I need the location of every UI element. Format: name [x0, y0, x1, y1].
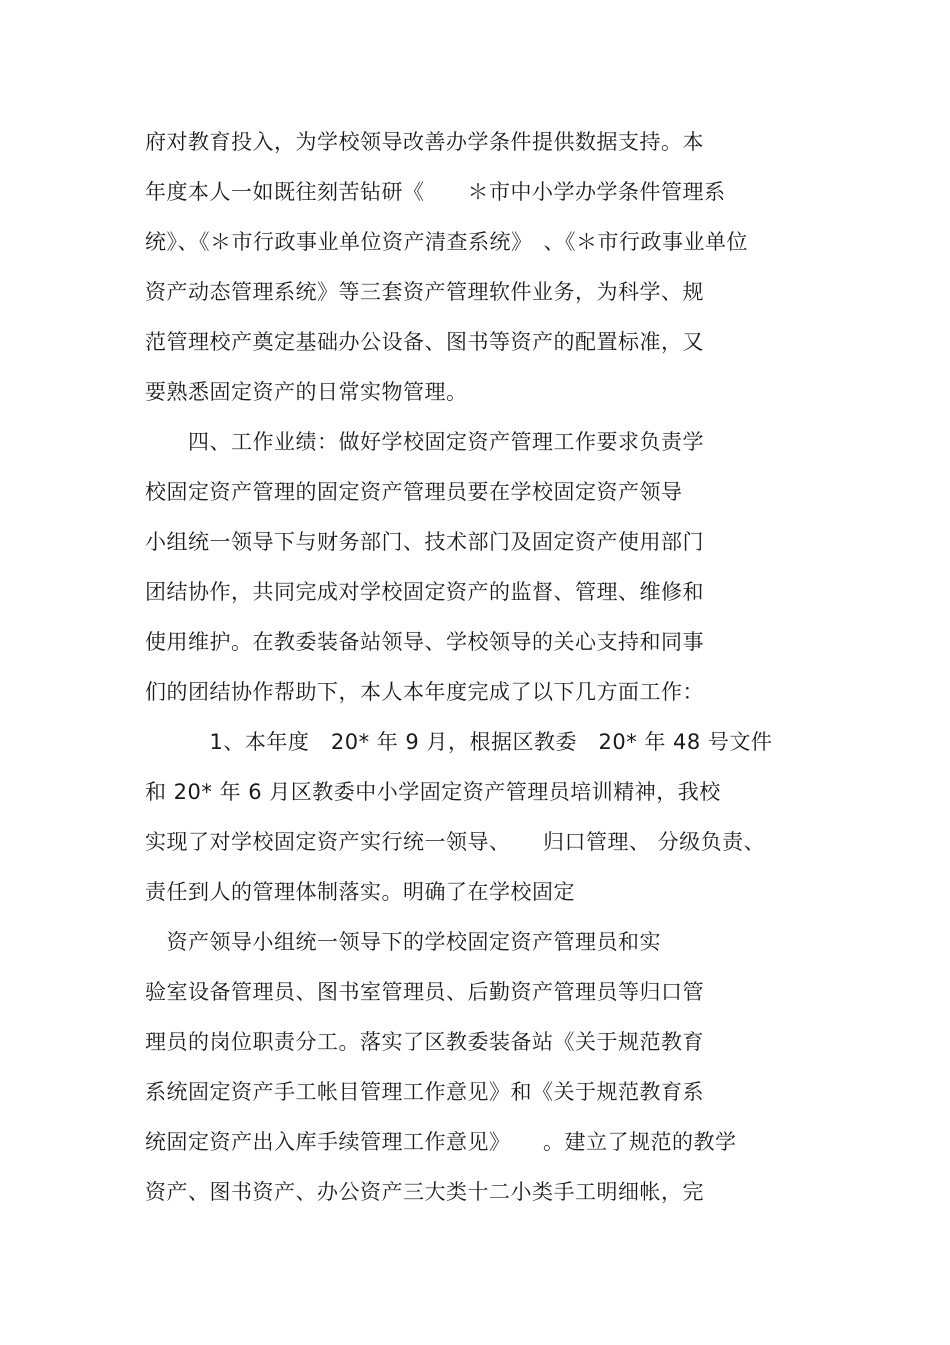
text-line-5: 范管理校产奠定基础办公设备、图书等资产的配置标准，又: [145, 330, 704, 354]
text-line-22: 资产、图书资产、办公资产三大类十二小类手工明细帐，完: [145, 1180, 704, 1204]
text-line-9: 小组统一领导下与财务部门、技术部门及固定资产使用部门: [145, 530, 704, 554]
text-line-6: 要熟悉固定资产的日常实物管理。: [145, 380, 468, 404]
text-line-20: 系统固定资产手工帐目管理工作意见》和《关于规范教育系: [145, 1080, 704, 1104]
text-line-1: 府对教育投入，为学校领导改善办学条件提供数据支持。本: [145, 130, 704, 154]
text-line-18: 验室设备管理员、图书室管理员、后勤资产管理员等归口管: [145, 980, 704, 1004]
text-line-4: 资产动态管理系统》等三套资产管理软件业务，为科学、规: [145, 280, 704, 304]
text-line-10: 团结协作，共同完成对学校固定资产的监督、管理、维修和: [145, 580, 704, 604]
text-line-7: 四、工作业绩：做好学校固定资产管理工作要求负责学: [145, 430, 704, 454]
text-line-21: 统固定资产出入库手续管理工作意见》 。建立了规范的教学: [145, 1130, 737, 1154]
text-line-11: 使用维护。在教委装备站领导、学校领导的关心支持和同事: [145, 630, 704, 654]
text-line-16: 责任到人的管理体制落实。明确了在学校固定: [145, 880, 575, 904]
text-line-12: 们的团结协作帮助下，本人本年度完成了以下几方面工作：: [145, 680, 704, 704]
text-line-14: 和 20* 年 6 月区教委中小学固定资产管理员培训精神，我校: [145, 780, 721, 804]
text-line-17: 资产领导小组统一领导下的学校固定资产管理员和实: [145, 930, 661, 954]
text-line-19: 理员的岗位职责分工。落实了区教委装备站《关于规范教育: [145, 1030, 704, 1054]
text-line-15: 实现了对学校固定资产实行统一领导、 归口管理、 分级负责、: [145, 830, 766, 854]
text-line-8: 校固定资产管理的固定资产管理员要在学校固定资产领导: [145, 480, 683, 504]
text-line-13: 1、本年度 20* 年 9 月，根据区教委 20* 年 48 号文件: [145, 730, 773, 754]
text-line-3: 统》、《＊市行政事业单位资产清查系统》 、《＊市行政事业单位: [145, 230, 748, 254]
text-line-2: 年度本人一如既往刻苦钻研《 ＊市中小学办学条件管理系: [145, 180, 726, 204]
